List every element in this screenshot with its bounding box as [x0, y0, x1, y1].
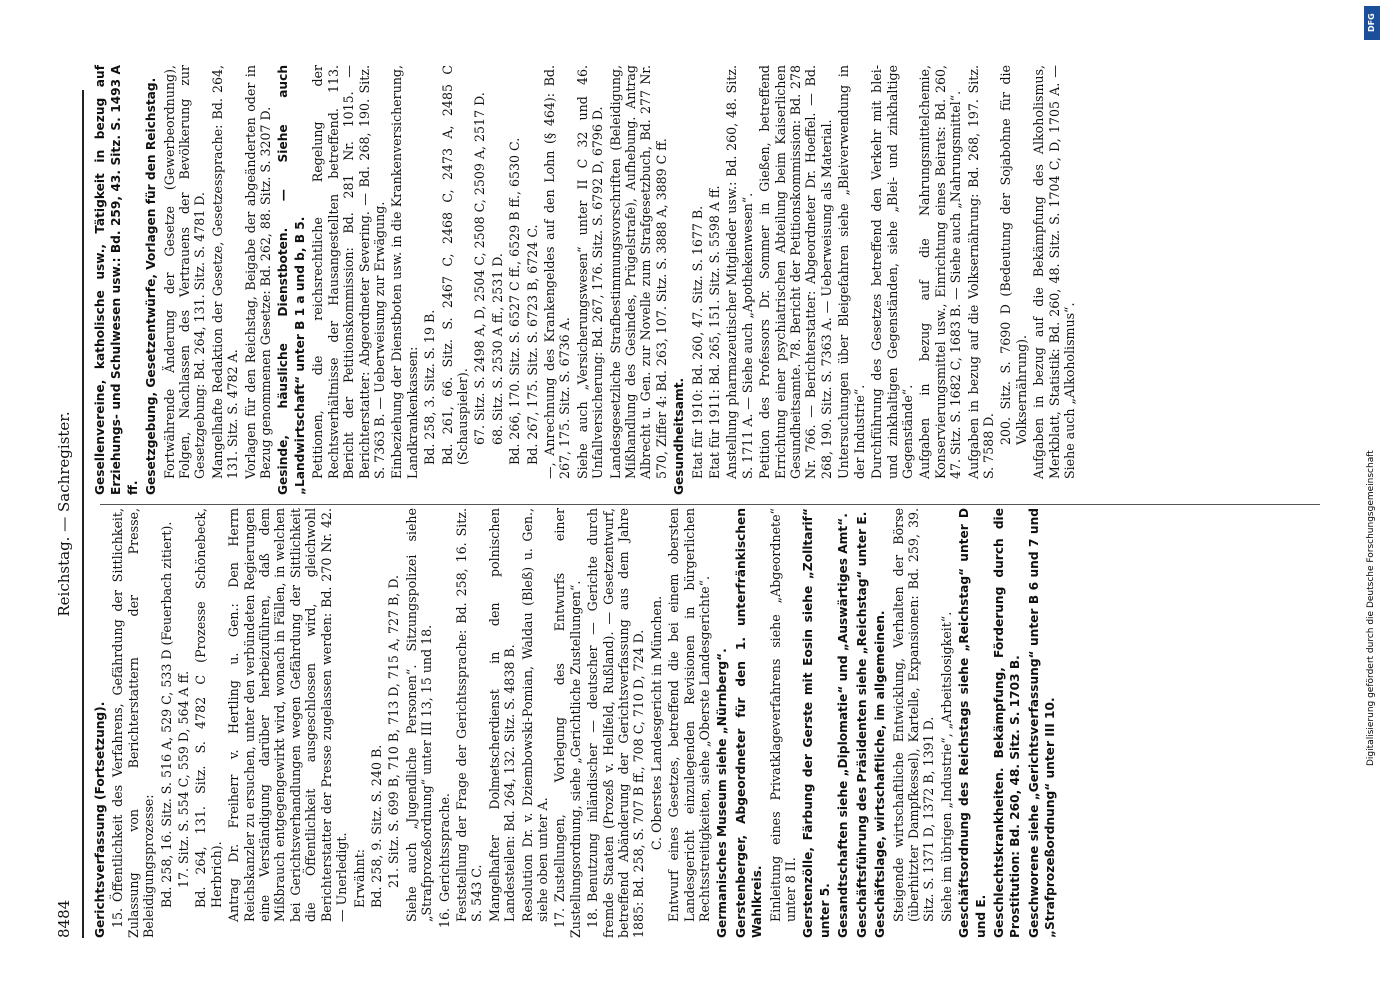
index-entry [768, 508, 799, 938]
entry-text: Geschlechtskrankheiten. Bekämpfung, Förderung durch die Prostitution: Bd. 260, 48. Sitz. S. 1703 B. [991, 508, 1023, 938]
entry-text: Zustellungen, Vorlegung des Entwurfs einer Zustellungsordnung, siehe „Gerichtliche Zustellungen“. [552, 508, 583, 938]
index-entry [507, 65, 522, 495]
section-number: 17. [552, 908, 568, 929]
entry-text: Bd. 264, 131. Sitz. S. 4782 C (Prozesse Schönebeck, Herbrich). [193, 508, 224, 908]
index-entry [193, 508, 224, 938]
index-entry [552, 508, 583, 938]
section-number: 15. [110, 908, 126, 929]
index-entry [159, 508, 174, 938]
entry-text: Gerichtsverfassung (Fortsetzung). [93, 701, 107, 938]
entry-text: Aufgaben in bezug auf die Bekämpfung des Alkoholismus, Merkblatt, Statistik: Bd. 260, 48. Sitz. S. 1704 C, D, 1705 A. — Siehe auch „Alkoholismus“. [1031, 65, 1077, 479]
entry-text: Geschworene siehe „Gerichtsverfassung“ unter B 6 und 7 und „Strafprozeßordnung“ unter III 10. [1026, 508, 1058, 938]
entry-text: Gesandtschaften siehe „Diplomatie“ und „Auswärtiges Amt“. [836, 513, 851, 938]
entry-text: C. Oberstes Landesgericht in München. [648, 595, 664, 851]
entry-text: Geschäftslage, wirtschaftliche, im allgemeinen. [873, 610, 888, 938]
entry-text: Germanisches Museum siehe „Nürnberg“. [715, 648, 730, 938]
index-entry-heading [92, 508, 108, 938]
entry-text: Einleitung eines Privatklageverfahrens siehe „Abgeordnete“ unter 8 II. [767, 508, 799, 922]
entry-text: Siehe auch „Jugendliche Personen“. Sitzungspolizei siehe „Strafprozeßordnung“ unter III 13, 15 und 18. [403, 508, 435, 922]
index-entry-heading [733, 508, 766, 938]
index-entry-heading [143, 65, 159, 495]
entry-text: Gesellenvereine, katholische usw., Tätigkeit in bezug auf Erziehungs- und Schulwesen usw.: Bd. 259, 43. Sitz. S. 1493 A ff. [93, 65, 140, 495]
index-entry [490, 65, 505, 495]
entry-text: Mangelhafte Redaktion der Gesetze, Gesetzessprache: Bd. 264, 131. Sitz. S. 4782 A. [209, 65, 241, 479]
header-rule [82, 90, 84, 938]
index-entry [939, 508, 954, 938]
index-entry [917, 65, 963, 495]
index-entry-heading [714, 508, 730, 938]
entry-text: Öffentlichkeit des Verfahrens, Gefährdung der Sittlichkeit, Zulassung von Berichterstattern der Presse, Beleidigungsprozesse: [110, 508, 157, 938]
index-entry [707, 65, 722, 495]
index-entry [404, 508, 435, 938]
index-entry [666, 508, 712, 938]
index-entry [836, 65, 867, 495]
entry-text: Aufgaben in bezug auf die Volksernährung: Bd. 268, 197. Sitz. S. 7588 D. [965, 65, 996, 479]
entry-text: Landesgesetzliche Strafbestimmungsvorschriften (Beleidigung, Mißhandlung des Gesindes, Prügelstrafe), Aufhebung. Antrag Albrecht u. Gen. zur Novelle zum Strafgesetzbuch, Bd. 277 Nr. 570, Ziffer 4: Bd. 263, 107. Sitz. S. 3888 A, 3889 C ff. [607, 65, 669, 479]
index-entry-heading [956, 508, 989, 938]
index-entry [724, 65, 755, 495]
index-entry [454, 508, 485, 938]
entry-text: Anstellung pharmazeutischer Mitglieder usw.: Bd. 260, 48. Sitz. S. 1711 A. — Siehe auch „Apothekenwesen“. [724, 65, 755, 479]
entry-text: Etat für 1910: Bd. 260, 47. Sitz. S. 1677 B. [689, 205, 705, 479]
index-entry [585, 508, 647, 938]
entry-text: Untersuchungen über Bleigefahren siehe „Bleiverwendung in der Industrie“. [836, 65, 867, 479]
entry-text: Feststellung der Frage der Gerichtssprache: Bd. 258, 16. Sitz. S. 543 C. [453, 508, 485, 922]
entry-text: Benutzung inländischer — deutscher — Gerichte durch fremde Staaten (Prozeß v. Hellfeld, Rußland). — Gesetzentwurf, betreffend Abänderung der Gerichtsverfassung aus dem Jahre 1885: Bd. 258, S. 707 B ff., 708 C, 710 D, 724 D. [585, 508, 647, 938]
entry-text: Fortwährende Änderung der Gesetze (Gewerbeordnung), Folgen, Nachlassen des Vertrauens der Bevölkerung zur Gesetzgebung: Bd. 264, 131. Sitz. S. 4781 D. [161, 65, 208, 479]
entry-text: Antrag Dr. Freiherr v. Hertling u. Gen.: Den Herrn Reichskanzler zu ersuchen, unter den verbündeten Regierungen eine Verständigung darüber herbeizuführen, daß dem Mißbrauch entgegengewirkt wird, wonach in Fällen, in welchen bei Gerichtsverhandlungen wegen Gefährdung der Sittlichkeit die Öffentlichkeit ausgeschlossen wird, gleichwohl Berichterstatter der Presse zugelassen werden: Bd. 270 Nr. 42. — Unerledigt. [226, 508, 350, 922]
index-entry-heading [1026, 508, 1059, 938]
entry-text: Bd. 261, 66. Sitz. S. 2467 C, 2468 C, 2473 A, 2485 C (Schauspieler). [439, 65, 470, 465]
index-entry [369, 508, 384, 938]
index-entry-heading [835, 508, 851, 938]
entry-text: 21. Sitz. S. 699 B, 710 B, 713 D, 715 A, 727 B, D. [386, 575, 402, 888]
entry-text: Durchführung des Gesetzes betreffend den Verkehr mit blei- und zinkhaltigen Gegenständen, siehe „Blei- und zinkhaltige Gegenstände“. [869, 65, 915, 479]
entry-text: Bd. 266, 170. Sitz. S. 6527 C ff., 6529 B ff., 6530 C. [507, 137, 523, 465]
index-entry-heading [872, 508, 888, 938]
index-entry-heading [991, 508, 1024, 938]
index-entry [226, 508, 349, 938]
entry-text: Gerstenzölle, Färbung der Gerste mit Eosin siehe „Zolltarif“ unter 5. [801, 508, 832, 938]
index-entry [649, 508, 664, 938]
index-entry [352, 508, 367, 938]
index-entry [437, 508, 452, 938]
entry-text: Resolution Dr. v. Dziembowski-Pomian, Waldau (Bleß) u. Gen., siehe oben unter A. [519, 508, 550, 922]
index-entry [690, 65, 705, 495]
index-entry-heading [854, 508, 870, 938]
entry-text: Petitionen, die reichsrechtliche Regelung der Rechtsverhältnisse der Hausangestellten betreffend. 113. Bericht der Petitionskommission: Bd. 281 Nr. 1015. — Berichterstatter: Abgeordneter Severing. — Bd. 268, 190. Sitz. S. 7363 B. — Ueberweisung zur Erwägung. [310, 65, 387, 479]
entry-text: 200. Sitz. S. 7690 D (Bedeutung der Sojabohne für die Volksernährung). [998, 65, 1029, 445]
index-entry [210, 65, 241, 495]
index-entry [176, 508, 191, 938]
index-entry [998, 65, 1029, 495]
index-entry [487, 508, 518, 938]
entry-text: Bd. 258, 3. Sitz. S. 19 B. [422, 309, 438, 465]
section-number: 16. [436, 908, 452, 929]
index-entry [110, 508, 156, 938]
entry-text: Bd. 258, 9. Sitz. S. 240 B. [368, 744, 384, 908]
entry-text: Entwurf eines Gesetzes, betreffend die bei einem obersten Landesgericht einzulegenden Revisionen in bürgerlichen Rechtsstreitigkeiten, siehe „Oberste Landesgerichte“. [666, 508, 713, 922]
index-entry [891, 508, 937, 938]
running-title: Reichstag. — Sachregister. [55, 411, 73, 617]
index-entry [472, 65, 487, 495]
entry-text: Gesinde, häusliche Dienstboten. — Siehe auch „Landwirtschaft“ unter B 1 a und b, B 5. [276, 65, 307, 495]
entry-text: Einbeziehung der Dienstboten usw. in die Krankenversicherung, Landkrankenkassen: [389, 65, 420, 479]
digitization-credit: Digitalisierung gefördert durch die Deutsche Forschungsgemeinschaft [1366, 450, 1376, 766]
entry-text: Gerstenberger, Abgeordneter für den 1. unterfränkischen Wahlkreis. [733, 508, 765, 938]
entry-text: Aufgaben in bezug auf die Nahrungsmittelchemie, Konservierungsmittel usw., Einrichtung eines Beirats: Bd. 260, 47. Sitz. S. 1682 C, 1683 B. — Siehe auch „Nahrungsmittel“. [917, 65, 964, 479]
entry-text: Bd. 258, 16. Sitz. S. 516 A, 529 C, 533 D (Feuerbach zitiert). [158, 521, 174, 908]
index-entry [1031, 65, 1077, 495]
index-entry [608, 65, 670, 495]
left-column [92, 508, 1061, 938]
entry-text: 68. Sitz. S. 2530 A ff., 2531 D. [489, 253, 505, 445]
index-entry [575, 65, 606, 495]
entry-text: Siehe im übrigen „Industrie“, „Arbeitslosigkeit“. [938, 611, 954, 922]
entry-text: Etat für 1911: Bd. 265, 151. Sitz. S. 5598 A ff. [707, 185, 723, 479]
entry-text: Mangelhafter Dolmetscherdienst in den polnischen Landesteilen: Bd. 264, 132. Sitz. S. 4838 B. [486, 508, 518, 922]
entry-text: Geschäftsordnung des Reichstags siehe „Reichstag“ unter D und E. [957, 508, 988, 938]
entry-text: Erwähnt: [351, 848, 367, 908]
index-entry-heading [671, 65, 687, 495]
index-entry-heading [275, 65, 308, 495]
page-number: 8484 [55, 899, 73, 938]
index-entry-heading [800, 508, 833, 938]
running-header [55, 90, 81, 938]
index-entry [966, 65, 997, 495]
column-divider [100, 504, 1320, 505]
index-entry-heading [92, 65, 141, 495]
index-entry [389, 65, 420, 495]
entry-text: —, Anrechnung des Krankengeldes auf den Lohn (§ 464): Bd. 267, 175. Sitz. S. 6736 A. [541, 65, 573, 479]
index-entry [386, 508, 401, 938]
entry-text: Vorlagen für den Reichstag, Beigabe der abgeänderten oder in Bezug genommenen Gesetze: Bd. 262, 88. Sitz. S. 3207 D. [242, 65, 274, 479]
entry-text: Bd. 267, 175. Sitz. S. 6723 B, 6724 C. [524, 224, 540, 465]
entry-text: Gesundheitsamt. [672, 377, 687, 495]
entry-text: 67. Sitz. S. 2498 A, D, 2504 C, 2508 C, 2509 A, 2517 D. [472, 92, 488, 445]
entry-text: Steigende wirtschaftliche Entwicklung, Verhalten der Börse (überhitzter Dampfkessel), Kartelle, Expansionen: Bd. 259, 39. Sitz. S. 1371 D, 1372 B, 1391 D. [890, 508, 937, 922]
index-entry [525, 65, 540, 495]
section-number: 18. [585, 908, 601, 929]
entry-text: 17. Sitz. S. 554 C, 559 D, 564 A ff. [176, 670, 192, 888]
entry-text: Gerichtssprache. [436, 793, 452, 902]
index-entry [869, 65, 915, 495]
entry-text: Petition des Professors Dr. Sommer in Gießen, betreffend Errichtung einer psychiatrischen Abteilung beim Kaiserlichen Gesundheitsamte. 78. Bericht der Petitionskommission: Bd. 278 Nr. 766. — Berichterstatter: Abgeordneter Dr. Hoeffel. — Bd. 268, 190. Sitz. S. 7363 A. — Ueberweisung als Material. [757, 65, 834, 479]
index-entry [520, 508, 551, 938]
index-entry [440, 65, 471, 495]
index-entry [422, 65, 437, 495]
entry-text: Geschäftsführung des Präsidenten siehe „Reichstag“ unter E. [854, 511, 869, 938]
index-entry [542, 65, 573, 495]
index-entry [310, 65, 387, 495]
index-entry [162, 65, 208, 495]
dfg-logo: DFG [1364, 6, 1380, 40]
index-entry [757, 65, 834, 495]
index-entry [243, 65, 274, 495]
entry-text: Gesetzgebung, Gesetzentwürfe, Vorlagen für den Reichstag. [144, 77, 159, 495]
entry-text: Siehe auch „Versicherungswesen“ unter II C 32 und 46. Unfallversicherung: Bd. 267, 176. Sitz. S. 6792 D, 6796 D. [574, 65, 606, 479]
right-column [92, 65, 1079, 495]
